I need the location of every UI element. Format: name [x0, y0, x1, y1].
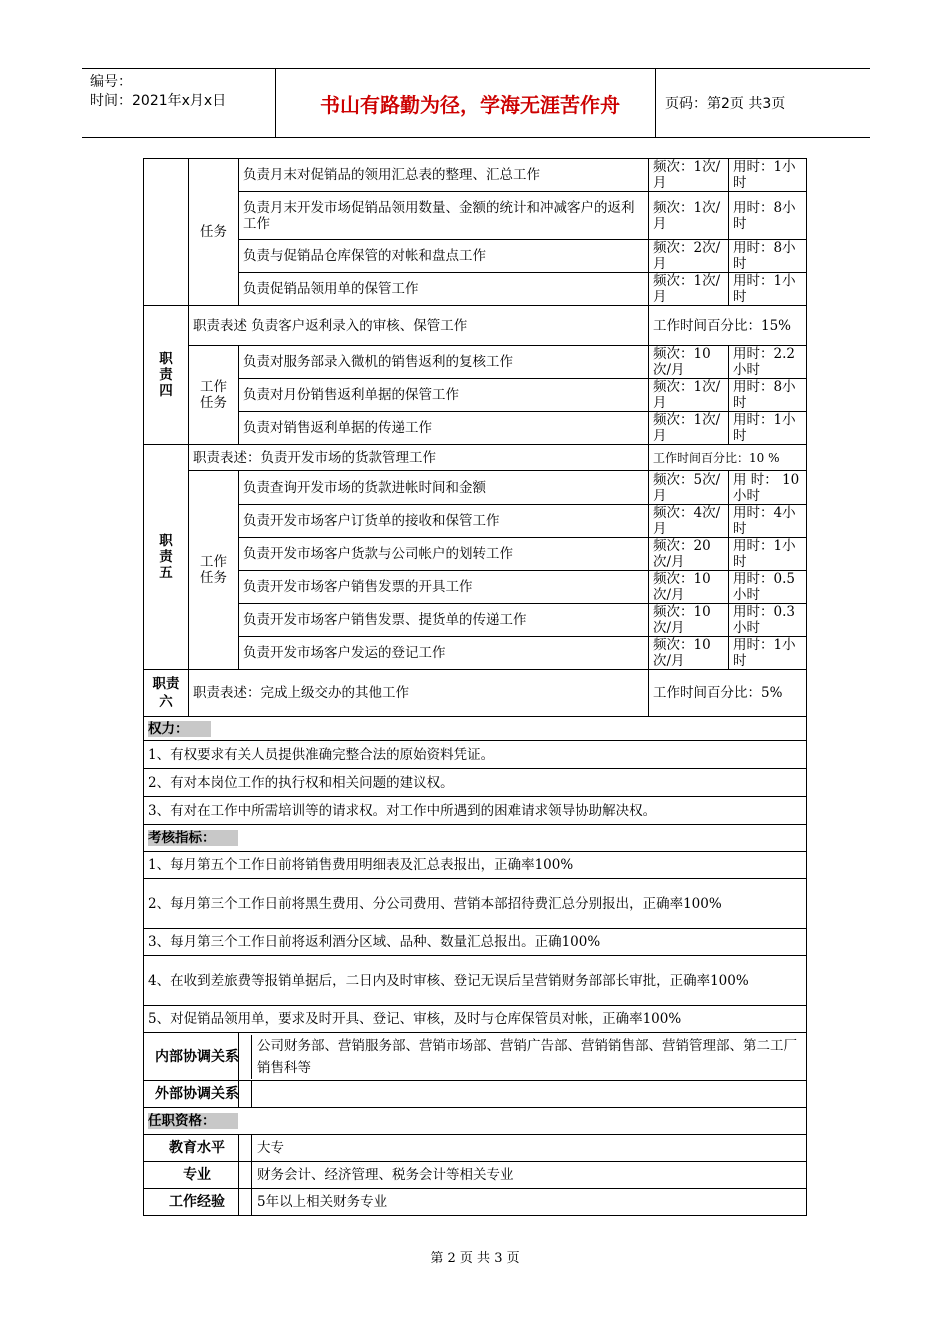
internal-relations-row [144, 1033, 807, 1081]
task-frequency: 频次：10次/月 [649, 637, 729, 670]
major-cell [183, 1162, 807, 1189]
duty4-task-row [144, 379, 807, 412]
task-text: 负责开发市场客户货款与公司帐户的划转工作 [239, 538, 649, 571]
task-text: 负责月末对促销品的领用汇总表的整理、汇总工作 [239, 159, 649, 192]
duty5-task-row [144, 538, 807, 571]
task-text: 负责与促销品仓库保管的对帐和盘点工作 [239, 240, 649, 273]
kpi-row [144, 956, 807, 1006]
major-label: 专业 [183, 1167, 211, 1183]
duty4-task-label-text: 工作任务 [200, 379, 227, 411]
task-time: 用时：2.2小时 [729, 346, 807, 379]
task-text: 负责对服务部录入微机的销售返利的复核工作 [239, 346, 649, 379]
duty4-percent: 工作时间百分比：15% [649, 306, 807, 346]
task-time: 用时：0.3小时 [729, 604, 807, 637]
qualification-heading-row [144, 1108, 807, 1135]
task-time: 用时：8小时 [729, 192, 807, 240]
external-relations-row [144, 1081, 807, 1108]
task-text: 负责月末开发市场促销品领用数量、金额的统计和冲减客户的返利工作 [239, 192, 649, 240]
duty3-task-row [144, 159, 807, 192]
job-description-table [143, 158, 807, 1216]
task-text: 负责对月份销售返利单据的保管工作 [239, 379, 649, 412]
duty6-label-text: 职责六 [152, 676, 180, 710]
kpi-item: 3、每月第三个工作日前将返利酒分区域、品种、数量汇总报出。正确100% [144, 929, 807, 956]
power-row [144, 797, 807, 825]
task-time: 用时：8小时 [729, 379, 807, 412]
kpi-row [144, 879, 807, 929]
duty5-task-row [144, 604, 807, 637]
document-date: 时间：2021年x月x日 [90, 93, 227, 109]
duty4-label-text: 职责四 [159, 351, 173, 399]
duty5-task-label-text: 工作任务 [200, 554, 227, 586]
experience-row [144, 1189, 807, 1216]
major-row [144, 1162, 807, 1189]
duty5-statement-row [144, 445, 807, 471]
task-text: 负责开发市场客户发运的登记工作 [239, 637, 649, 670]
task-time: 用时：1小时 [729, 273, 807, 306]
task-time: 用时：1小时 [729, 538, 807, 571]
duty6-label [144, 670, 189, 717]
powers-heading-row [144, 717, 807, 741]
powers-heading-text: 权力： [148, 721, 211, 737]
task-frequency: 频次：1次/月 [649, 273, 729, 306]
page-header [82, 68, 870, 138]
power-item: 3、有对在工作中所需培训等的请求权。对工作中所遇到的困难请求领导协助解决权。 [144, 797, 807, 825]
power-item: 2、有对本岗位工作的执行权和相关问题的建议权。 [144, 769, 807, 797]
task-time: 用时：1小时 [729, 637, 807, 670]
kpi-heading-text: 考核指标： [148, 830, 238, 846]
duty4-task-row [144, 412, 807, 445]
duty3-task-label: 任务 [189, 159, 239, 306]
duty3-task-row [144, 273, 807, 306]
education-row [144, 1135, 807, 1162]
task-text: 负责对销售返利单据的传递工作 [239, 412, 649, 445]
task-frequency: 频次：1次/月 [649, 192, 729, 240]
header-motto: 书山有路勤为径，学海无涯苦作舟 [320, 92, 620, 117]
task-frequency: 频次：10次/月 [649, 604, 729, 637]
power-row [144, 769, 807, 797]
task-frequency: 频次：5次/月 [649, 471, 729, 505]
kpi-row [144, 929, 807, 956]
duty5-label [144, 445, 189, 670]
duty4-label [144, 306, 189, 445]
power-row [144, 741, 807, 769]
duty3-task-row [144, 240, 807, 273]
task-frequency: 频次：1次/月 [649, 379, 729, 412]
task-frequency: 频次：2次/月 [649, 240, 729, 273]
task-text: 负责促销品领用单的保管工作 [239, 273, 649, 306]
task-frequency: 频次：1次/月 [649, 412, 729, 445]
header-meta [90, 73, 226, 111]
kpi-item: 5、对促销品领用单，要求及时开具、登记、审核，及时与仓库保管员对帐，正确率100% [144, 1006, 807, 1033]
document-number-label: 编号： [90, 74, 132, 90]
task-frequency: 频次：20次/月 [649, 538, 729, 571]
duty3-label-cell [144, 159, 189, 306]
duty4-statement-row [144, 306, 807, 346]
task-frequency: 频次：10次/月 [649, 571, 729, 604]
duty5-task-label [189, 471, 239, 670]
power-item: 1、有权要求有关人员提供准确完整合法的原始资料凭证。 [144, 741, 807, 769]
task-time: 用时：4小时 [729, 505, 807, 538]
education-label: 教育水平 [169, 1140, 225, 1156]
kpi-row [144, 852, 807, 879]
internal-relations-value: 公司财务部、营销服务部、营销市场部、营销广告部、营销销售部、营销管理部、第二工厂销售科等 [251, 1035, 802, 1079]
page-footer: 第 2 页 共 3 页 [430, 1251, 520, 1266]
duty5-task-row [144, 637, 807, 670]
kpi-item: 2、每月第三个工作日前将黑生费用、分公司费用、营销本部招待费汇总分别报出，正确率100% [144, 879, 807, 929]
kpi-item: 4、在收到差旅费等报销单据后，二日内及时审核、登记无误后呈营销财务部部长审批，正确率100% [144, 956, 807, 1006]
internal-relations-cell [155, 1033, 807, 1081]
duty6-statement: 职责表述：完成上级交办的其他工作 [189, 670, 649, 717]
task-time: 用时：1小时 [729, 159, 807, 192]
education-cell [169, 1135, 807, 1162]
qualification-heading [144, 1108, 807, 1135]
task-text: 负责查询开发市场的货款进帐时间和金额 [239, 471, 649, 505]
external-relations-value [251, 1081, 802, 1107]
duty5-task-row [144, 571, 807, 604]
experience-label: 工作经验 [169, 1194, 225, 1210]
duty4-task-row [144, 346, 807, 379]
duty5-percent: 工作时间百分比：10 % [649, 445, 807, 471]
header-page-info: 页码：第2页 共3页 [665, 96, 786, 112]
internal-relations-label-text: 内部协调关系 [155, 1048, 239, 1065]
external-relations-cell [155, 1081, 807, 1108]
duty3-task-row [144, 192, 807, 240]
duty4-statement: 职责表述 负责客户返利录入的审核、保管工作 [189, 306, 649, 346]
task-time: 用时：8小时 [729, 240, 807, 273]
duty4-task-label [189, 346, 239, 445]
duty6-row [144, 670, 807, 717]
kpi-item: 1、每月第五个工作日前将销售费用明细表及汇总表报出，正确率100% [144, 852, 807, 879]
task-time: 用时：1小时 [729, 412, 807, 445]
task-frequency: 频次：1次/月 [649, 159, 729, 192]
qualification-heading-text: 任职资格： [148, 1113, 238, 1129]
major-value: 财务会计、经济管理、税务会计等相关专业 [251, 1162, 802, 1188]
task-time: 用时：0.5小时 [729, 571, 807, 604]
task-text: 负责开发市场客户订货单的接收和保管工作 [239, 505, 649, 538]
powers-heading [144, 717, 807, 741]
task-text: 负责开发市场客户销售发票的开具工作 [239, 571, 649, 604]
task-time: 用 时： 10小时 [729, 471, 807, 505]
external-relations-label: 外部协调关系 [155, 1086, 239, 1102]
experience-cell [169, 1189, 807, 1216]
experience-value: 5年以上相关财务专业 [251, 1189, 802, 1215]
duty5-task-row [144, 505, 807, 538]
kpi-heading-row [144, 825, 807, 852]
education-value: 大专 [251, 1135, 802, 1161]
duty5-label-text: 职责五 [159, 533, 173, 581]
duty5-task-row [144, 471, 807, 505]
task-frequency: 频次：10次/月 [649, 346, 729, 379]
duty6-percent: 工作时间百分比：5% [649, 670, 807, 717]
task-frequency: 频次：4次/月 [649, 505, 729, 538]
task-text: 负责开发市场客户销售发票、提货单的传递工作 [239, 604, 649, 637]
header-divider-right [655, 69, 656, 137]
header-divider-left [275, 69, 276, 137]
kpi-heading [144, 825, 807, 852]
kpi-row [144, 1006, 807, 1033]
duty5-statement: 职责表述：负责开发市场的货款管理工作 [189, 445, 649, 471]
